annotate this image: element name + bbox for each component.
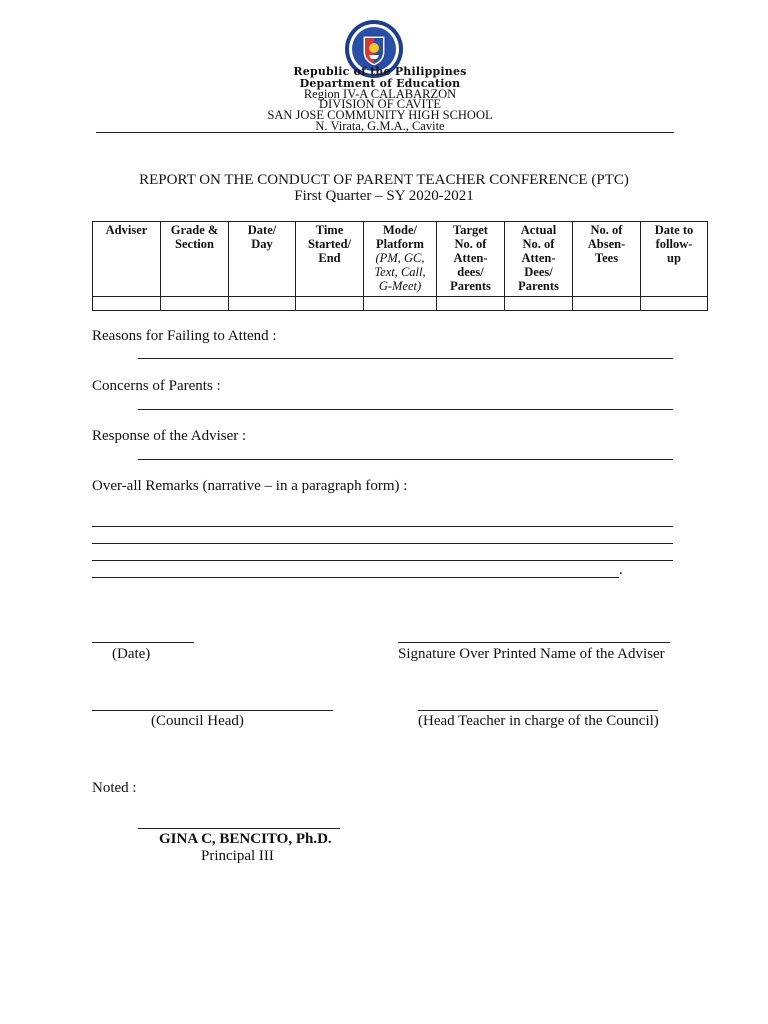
council-head-signature-line[interactable]	[92, 710, 333, 711]
header-divider	[96, 132, 674, 133]
concerns-line[interactable]	[138, 409, 673, 410]
column-header-grade-section	[161, 222, 229, 297]
noted-label: Noted :	[92, 780, 137, 796]
principal-title: Principal III	[201, 848, 274, 864]
remarks-line-3[interactable]	[92, 560, 673, 561]
remarks-end-period: .	[619, 562, 623, 578]
column-header-absentees	[573, 222, 641, 297]
region-line: Region IV-A CALABARZON	[303, 87, 457, 101]
column-header-time	[296, 222, 364, 297]
head-teacher-signature-line[interactable]	[418, 710, 658, 711]
column-header-follow-up	[641, 222, 708, 297]
column-label: Date/ Day	[247, 223, 277, 251]
column-label: No. of Absen- Tees	[587, 223, 626, 265]
division-line: DIVISION OF CAVITE	[319, 97, 441, 111]
table-cell[interactable]	[161, 297, 229, 311]
report-title: REPORT ON THE CONDUCT OF PARENT TEACHER CONFERENCE (PTC)	[139, 172, 629, 188]
date-caption: (Date)	[112, 646, 151, 662]
column-note: (PM, GC, Text, Call, G-Meet)	[374, 251, 426, 293]
column-label: Time Started/ End	[307, 223, 352, 265]
reasons-label: Reasons for Failing to Attend :	[92, 328, 277, 344]
table-cell[interactable]	[573, 297, 641, 311]
report-subtitle: First Quarter – SY 2020-2021	[294, 188, 474, 204]
remarks-line-1[interactable]	[92, 526, 673, 527]
remarks-line-4[interactable]	[92, 577, 619, 578]
remarks-label: Over-all Remarks (narrative – in a paragraph form) :	[92, 478, 408, 494]
concerns-label: Concerns of Parents :	[92, 378, 221, 394]
reasons-line[interactable]	[138, 358, 673, 359]
table-cell[interactable]	[364, 297, 437, 311]
response-line[interactable]	[138, 459, 673, 460]
table-cell[interactable]	[93, 297, 161, 311]
adviser-caption: Signature Over Printed Name of the Adviser	[398, 646, 665, 662]
table-cell[interactable]	[229, 297, 296, 311]
school-line: SAN JOSE COMMUNITY HIGH SCHOOL	[267, 108, 493, 122]
column-label: Target No. of Atten- dees/ Parents	[450, 223, 491, 293]
column-label: Grade & Section	[170, 223, 219, 251]
response-label: Response of the Adviser :	[92, 428, 247, 444]
head-teacher-caption: (Head Teacher in charge of the Council)	[418, 713, 659, 729]
column-label: Actual No. of Atten- Dees/ Parents	[518, 223, 559, 293]
remarks-line-2[interactable]	[92, 543, 673, 544]
ptc-table	[92, 221, 708, 311]
column-header-adviser	[93, 222, 161, 297]
principal-name: GINA C, BENCITO, Ph.D.	[159, 831, 332, 847]
table-cell[interactable]	[505, 297, 573, 311]
adviser-signature-line[interactable]	[398, 642, 670, 643]
column-header-date-day	[229, 222, 296, 297]
column-header-target-attendees	[437, 222, 505, 297]
table-cell[interactable]	[437, 297, 505, 311]
department-heading: Department of Education	[299, 77, 461, 90]
column-header-mode-platform	[364, 222, 437, 297]
table-header-row	[93, 222, 708, 297]
column-header-actual-attendees	[505, 222, 573, 297]
address-line: N. Virata, G.M.A., Cavite	[315, 119, 445, 133]
table-row	[93, 297, 708, 311]
council-head-caption: (Council Head)	[151, 713, 244, 729]
date-signature-line[interactable]	[92, 642, 194, 643]
column-label: Date to follow- up	[654, 223, 694, 265]
republic-heading: Republic of the Philippines	[293, 65, 467, 78]
table-cell[interactable]	[296, 297, 364, 311]
column-label: Adviser	[105, 223, 148, 237]
column-label: Mode/ Platform	[376, 223, 424, 251]
table-cell[interactable]	[641, 297, 708, 311]
principal-signature-line[interactable]	[138, 828, 340, 829]
